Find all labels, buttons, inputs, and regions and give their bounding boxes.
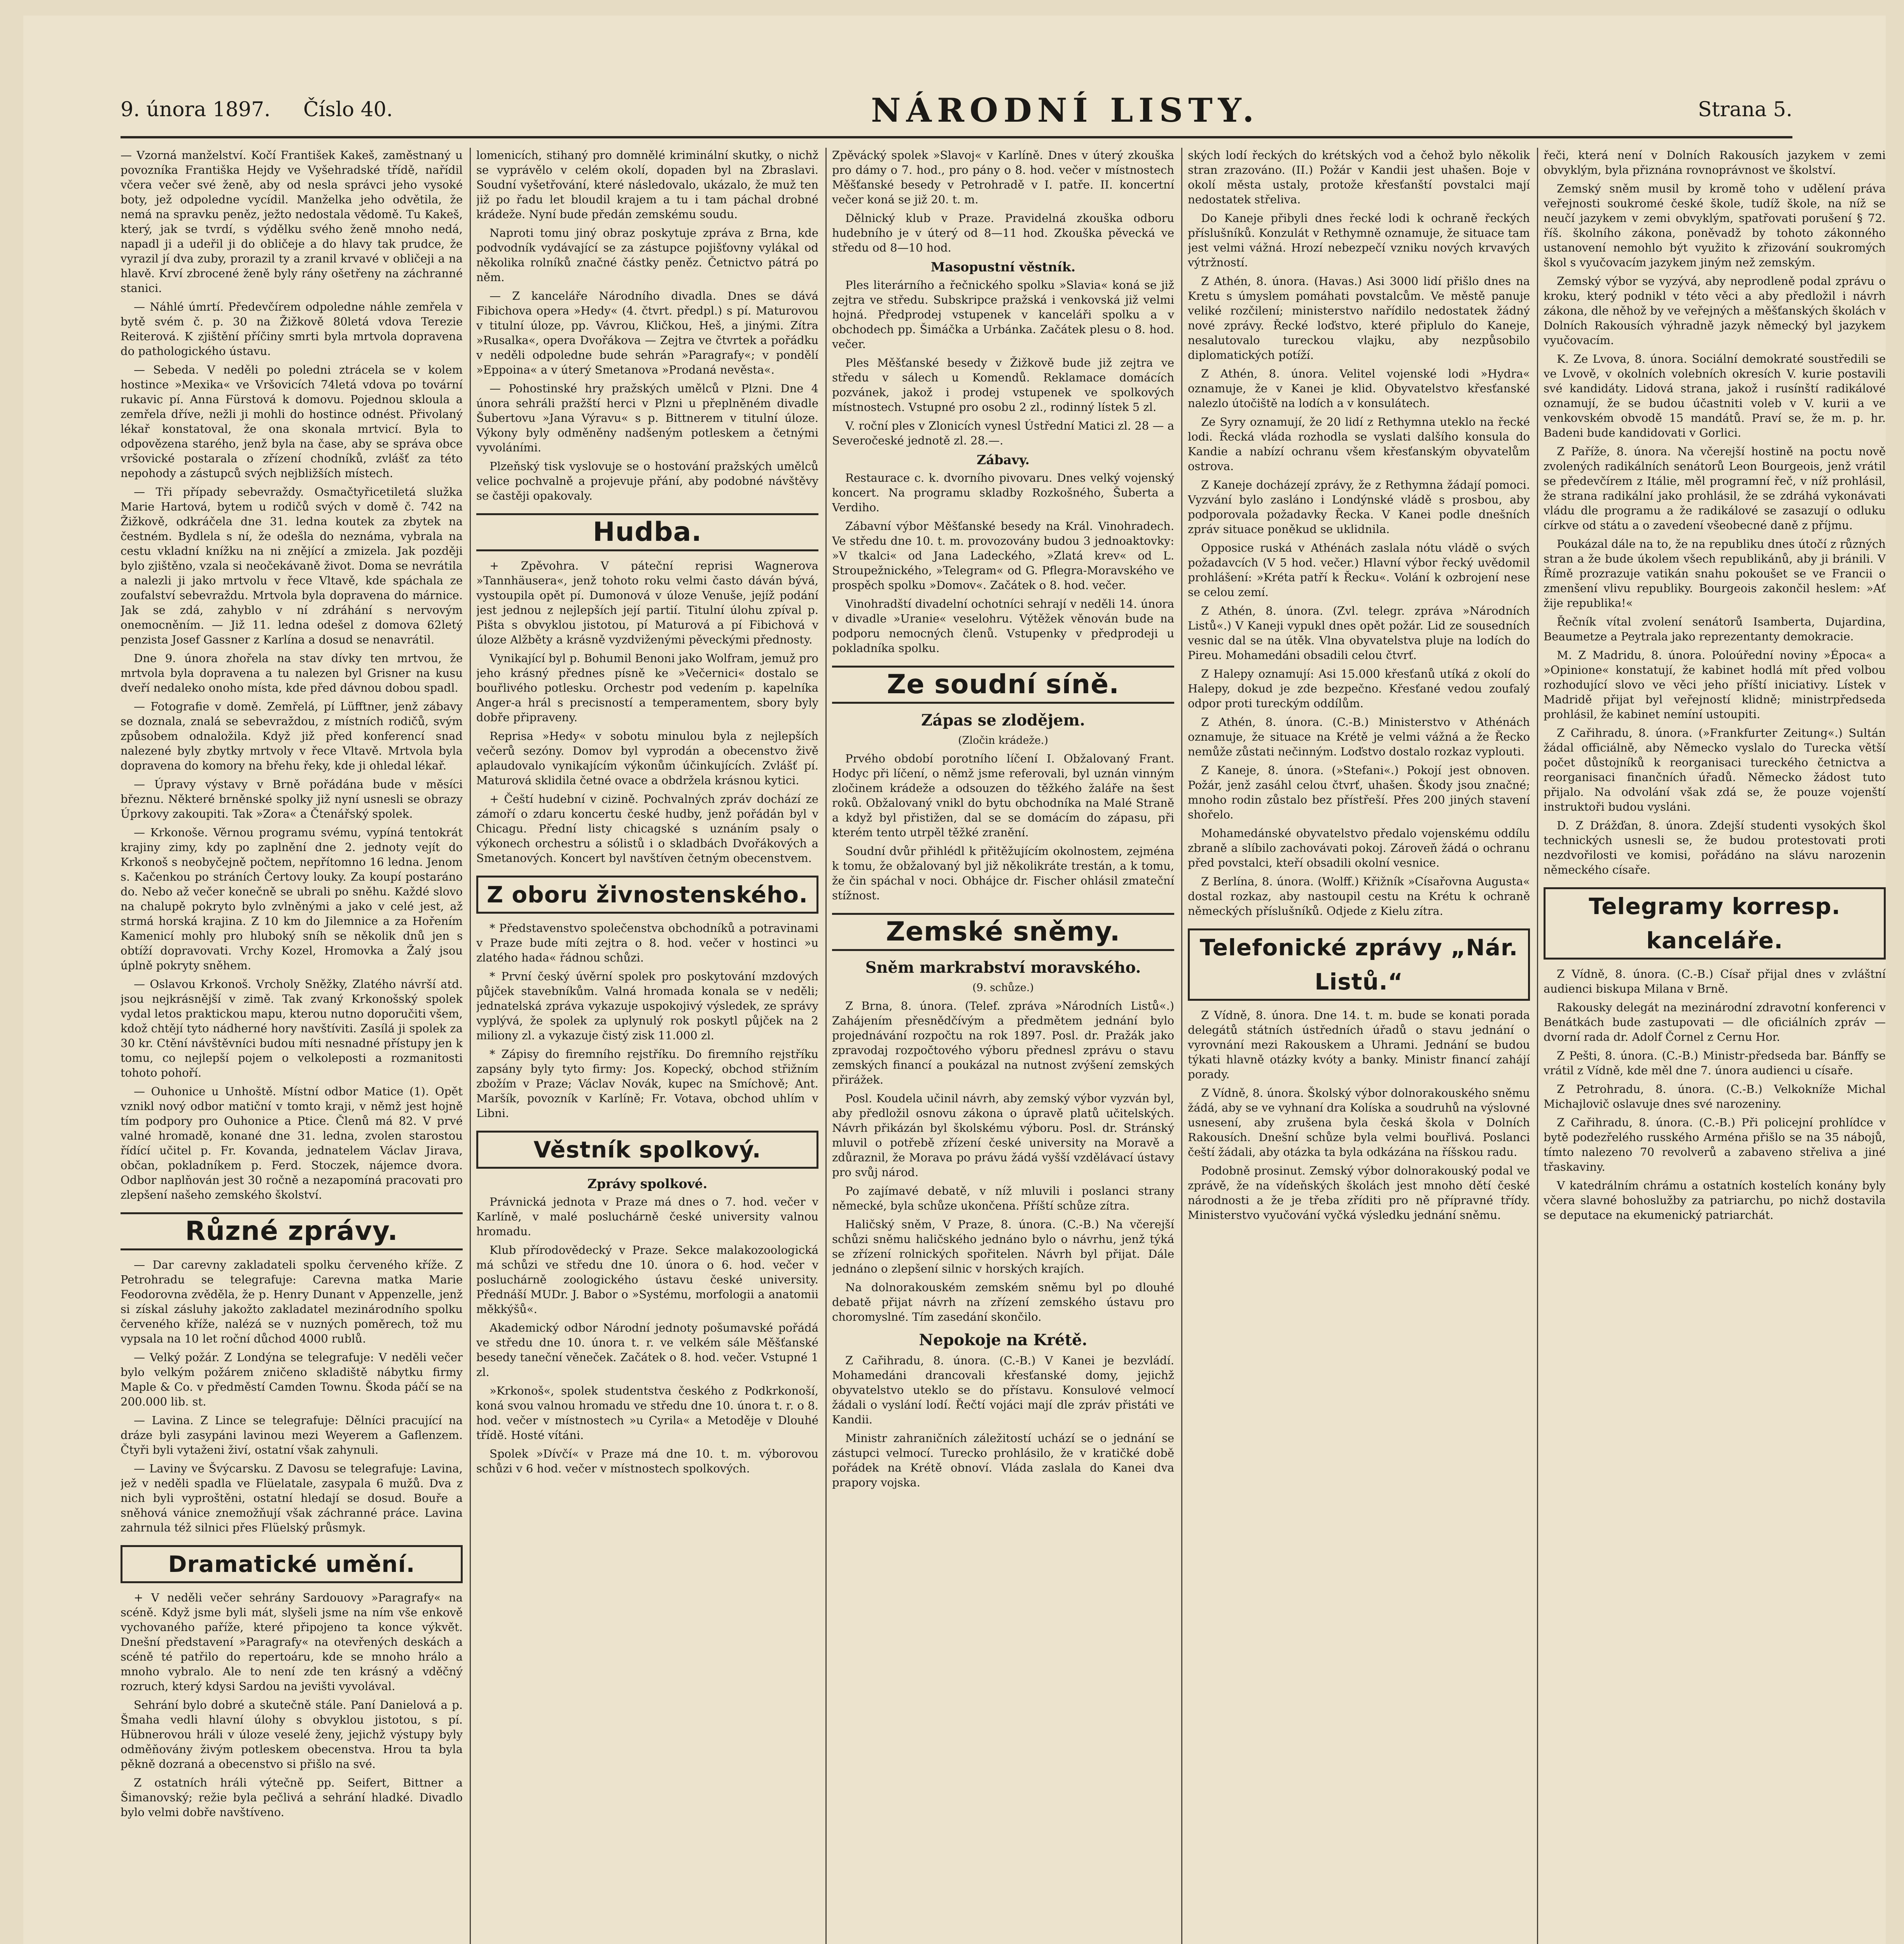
- section-heading: Různé zprávy.: [121, 1212, 463, 1250]
- article-text: * První český úvěrní spolek pro poskytování mzdových půjček stavebníkům. Valná hromada konala se v neděli; jednatelská zpráva vykazuje uspokojivý výsledek, ze správy vyplývá, že spolek za uplynulý rok poskytl půjček na 2 miliony zl. a vykazuje čistý zisk 11.000 zl.: [476, 970, 818, 1042]
- article-text: Z ostatních hráli výtečně pp. Seifert, Bittner a Šimanovský; režie byla pečlivá a sehrání hladké. Divadlo bylo velmi dobře navštíveno.: [121, 1776, 463, 1819]
- article-text: Plzeňský tisk vyslovuje se o hostování pražských umělců velice pochvalně a projevuje přání, aby podobné návštěvy se častěji opakovaly.: [476, 460, 818, 502]
- article-text: Haličský sněm, V Praze, 8. února. (C.-B.) Na včerejší schůzi sněmu haličského jednáno bylo o návrhu, jenž týká se zřízení rolnických spořitelen. Návrh byl přijat. Dále jednáno o zlepšení silnic v horských krajích.: [832, 1218, 1174, 1275]
- article-text: — Krkonoše. Věrnou programu svému, vypíná tentokrát krajiny zimy, kdy po zaplnění dne 2. jednoty vejít do Krkonoš s neobyčejně počtem, nepřítomno 16 ledna. Jenom s. Kačenkou po stráních Čertovy louky. Za koupí postaráno do. Nebo až večer konečně se ubrali po sněhu. Každé slovo na chalupě pokryto bylo zvlněnými a jako v celé jest, až strmá horská krajina. Z 10 km do Jilemnice a za Hořením Kamenicí mohly pro hluboký sníh se několik dnů jen s obtíží dopravovati. Vrchy Kozel, Hromovka a Žalý jsou úplně pokryty sněhem.: [121, 826, 463, 972]
- article-text: — Náhlé úmrtí. Předevčírem odpoledne náhle zemřela v bytě svém č. p. 30 na Žižkově 80letá vdova Terezie Reiterová. K zjištění příčiny smrti byla mrtvola dopravena do pathologického ústavu.: [121, 300, 463, 358]
- article-text: Podobně prosinut. Zemský výbor dolnorakouský podal ve zprávě, že na vídeňských školách jest mnoho dětí české národnosti a že je třeba zříditi pro ně přípravné třídy. Ministerstvo vyučování vyčká výsledku jednání sněmu.: [1188, 1164, 1530, 1222]
- article-text: — Sebeda. V neděli po poledni ztrácela se v kolem hostince »Mexika« ve Vršovicích 74letá vdova po tovární rukavic pí. Anna Fürstová k domovu. Pojednou skloula a zemřela dříve, nežli ji mohli do hostince odnést. Přivolaný lékař konstatoval, že ona skonala mrtvicí. Byla to odpovězena starého, jenž byla na čase, aby se správa obce vršovické postarala o zřízení chodníků, zvlášť za této nepohody a zástupců svých nejbližších místech.: [121, 363, 463, 480]
- article-text: — Tři případy sebevraždy. Osmačtyřicetiletá služka Marie Hartová, bytem u rodičů svých v domě č. 742 na Žižkově, odkráčela dne 31. ledna koutek za zbytek na čestném. Bydlela s ní, že odešla do neznáma, vybrala na cestu vkladní knížku na ni znějící a zmizela. Jak později bylo zjištěno, vzala si neočekávaně život. Doma se nevrátila a nalezli ji jako mrtvolu v řece Vltavě, kde spáchala ze zoufalství sebevraždu. Mrtvola byla dopravena do márnice. Jak se zdá, zahyblo v ní zdráhání s nervovým onemocněním. — Již 11. ledna odešel z domova 62letý penzista Josef Gassner z Karlína a dosud se nenavrátil.: [121, 485, 463, 646]
- article-text: Z Vídně, 8. února. Dne 14. t. m. bude se konati porada delegátů státních ústředních úřadů o stavu jednání o vyrovnání mezi Rakouskem a Uhrami. Jednání se budou týkati hlavně otázky kvóty a banky. Ministr financí zahájí porady.: [1188, 1009, 1530, 1081]
- subsection-heading: Zprávy spolkové.: [587, 1176, 708, 1191]
- section-heading: Telegramy korresp. kanceláře.: [1544, 887, 1886, 960]
- article-text: Z Athén, 8. února. (Zvl. telegr. zpráva »Národních Listů«.) V Kaneji vypukl dnes opět požár. Lid ze sousedních vesnic dal se na útěk. Vlna obyvatelstva pluje na lodích do Pireu. Mohamedáni obsadili celou čtvrť.: [1188, 604, 1530, 662]
- article-text: Z Cařihradu, 8. února. (»Frankfurter Zeitung«.) Sultán žádal officiálně, aby Německo vyslalo do Turecka větší počet důstojníků k reorganisaci tureckého četnictva a reorganisaci finančních úřadů. Německo žádost tuto přijalo. Na odvolání však zdá se, že pouze vojenští instruktoři budou vysláni.: [1544, 726, 1886, 813]
- article-text: Z Halepy oznamují: Asi 15.000 křesťanů utíká z okolí do Halepy, dokud je zde bezpečno. Křesťané vedou zoufalý odpor proti tureckým oddílům.: [1188, 667, 1530, 710]
- article-text: Zemský sněm musil by kromě toho v udělení práva veřejnosti soukromé české škole, tudíž škole, na níž se neučí jazykem v zemi obvyklým, spatřovati porušení § 72. říš. školního zákona, poněvadž by tohoto zákonného ustanovení nemohlo být využito k zřizování soukromých škol s vyučovacím jazykem jiným než zemským.: [1544, 182, 1886, 269]
- article-text: Ples Měšťanské besedy v Žižkově bude již zejtra ve středu v sálech u Komendů. Reklamace domácích pozvánek, jakož i prodej vstupenek ve spolkových místnostech. Vstupné pro osobu 2 zl., rodinný lístek 5 zl.: [832, 356, 1174, 414]
- article-text: * Zápisy do firemního rejstříku. Do firemního rejstříku zapsány byly tyto firmy: Jos. Kopecký, obchod střižním zbožím v Praze; Václav Novák, kupec na Smíchově; Ant. Maršík, povozník v Karlíně; Fr. Votava, obchod uhlím v Libni.: [476, 1047, 818, 1120]
- article-text: V. roční ples v Zlonicích vynesl Ústřední Matici zl. 28 — a Severočeské jednotě zl. 28.—.: [832, 419, 1174, 447]
- article-text: * Představenstvo společenstva obchodníků a potravinami v Praze bude míti zejtra o 8. hod. večer v hostinci »u zlatého hada« řádnou schůzi.: [476, 921, 818, 964]
- article-text: Řečník vítal zvolení senátorů Isamberta, Dujardina, Beaumetze a Peytrala jako reprezentanty demokracie.: [1544, 615, 1886, 643]
- article-text: Z Vídně, 8. února. Školský výbor dolnorakouského sněmu žádá, aby se ve vyhnaní dra Kolíska a soudruhů na výslovné usnesení, aby zrušena byla česká škola v Dolních Rakousích. Dnešní schůze byla velmi bouřlivá. Poslanci čeští žádali, aby otázka ta byla odkázána na říšskou radu.: [1188, 1086, 1530, 1159]
- article-text: D. Z Drážďan, 8. února. Zdejší studenti vysokých škol technických usnesli se, že budou protestovati proti nezdvořilosti ve komisi, pořádáno na slávu narozenin německého císaře.: [1544, 819, 1886, 876]
- article-text: + Zpěvohra. V páteční reprisi Wagnerova »Tannhäusera«, jenž tohoto roku velmi často dáván bývá, vystoupila opět pí. Dumonová v úloze Venuše, jejíž podání jest jednou z nejlepších její partií. Titulní úlohu zpíval p. Pišta s obvyklou jistotou, pí Maturová a pí Fibichová v úloze Alžběty a krásně vyzdviženými pěveckými přednosty.: [476, 559, 818, 646]
- article-text: Akademický odbor Národní jednoty pošumavské pořádá ve středu dne 10. února t. r. ve velkém sále Měšťanské besedy taneční věneček. Začátek o 8. hod. večer. Vstupné 1 zl.: [476, 1321, 818, 1379]
- article-text: Z Kaneje docházejí zprávy, že z Rethymna žádají pomoci. Vyzvání bylo zasláno i Londýnské vládě s prosbou, aby podporovala požadavky Řecka. V Kanei podle dnešních zpráv situace poněkud se uklidnila.: [1188, 478, 1530, 536]
- section-heading: Hudba.: [476, 513, 818, 551]
- article-text: M. Z Madridu, 8. února. Poloúřední noviny »Época« a »Opinione« konstatují, že kabinet hodlá mít před volbou rozhodující slovo ve věci jeho příští iniciativy. Lístek v Madridě přijat byl veřejností klidně; ministrpředseda prohlásil, že kabinet nemíní ustoupiti.: [1544, 649, 1886, 721]
- column-4: [1188, 148, 1530, 1944]
- article-text: Sehrání bylo dobré a skutečně stále. Paní Danielová a p. Šmaha vedli hlavní úlohy s obvyklou jistotou, s pí. Hübnerovou hráli v úloze veselé ženy, jejichž výstupy byly odměňovány živým potleskem obecenstva. Hrou ta byla pěkně dozraná a obecenstvo si přišlo na své.: [121, 1698, 463, 1771]
- article-text: »Krkonoš«, spolek studentstva českého z Podkrkonoší, koná svou valnou hromadu ve středu dne 10. února t. r. o 8. hod. večer v místnostech »u Cyrila« a Metoděje v Dlouhé třídě. Hosté vítáni.: [476, 1384, 818, 1442]
- article-text: Do Kaneje přibyli dnes řecké lodi k ochraně řeckých příslušníků. Konzulát v Rethymně oznamuje, že situace tam jest velmi vážná. Hrozí nebezpečí vzniku nových krvavých výtržností.: [1188, 212, 1530, 269]
- article-text: Poukázal dále na to, že na republiku dnes útočí z různých stran a že bude úkolem všech republikánů, aby ji bránili. V Římě prozrazuje vatikán snahu pokoušet se ve Francii o zmenšení vlivu republiky. Bourgeois zakončil heslem: »Ať žije republika!«: [1544, 537, 1886, 610]
- article-text: V katedrálním chrámu a ostatních kostelích konány byly včera slavné bohoslužby za patriarchu, po nichž dostavila se deputace na ekumenický patriarchát.: [1544, 1179, 1886, 1222]
- section-heading: Telefonické zprávy „Nár. Listů.“: [1188, 928, 1530, 1001]
- article-text: ských lodí řeckých do krétských vod a čehož bylo několik stran zrazováno. (II.) Požár v Kandii jest uhašen. Boje v okolí města ustaly, protože křesťanští povstalci mají nedostatek střeliva.: [1188, 149, 1530, 206]
- article-subtitle: (9. schůze.): [972, 982, 1034, 994]
- article-text: Spolek »Dívčí« v Praze má dne 10. t. m. výborovou schůzi v 6 hod. večer v místnostech spolkových.: [476, 1447, 818, 1475]
- article-text: Reprisa »Hedy« v sobotu minulou byla z nejlepších večerů sezóny. Domov byl vyprodán a obecenstvo živě aplaudovalo vynikajícím výkonům účinkujících. Zvlášť pí. Maturová sklidila četné ovace a obdržela krásnou kytici.: [476, 729, 818, 787]
- article-text: Dne 9. února zhořela na stav dívky ten mrtvou, že mrtvola byla dopravena a tu nalezen byl Grisner na kusu dveří nedaleko onoho místa, kde před dávnou dobou spadl.: [121, 652, 463, 694]
- article-text: Vynikající byl p. Bohumil Benoni jako Wolfram, jemuž pro jeho krásný přednes písně ke »Večernici« dostalo se bouřlivého potlesku. Orchestr pod vedením p. kapelníka Anger-a hrál s precisností a temperamentem, sbory byly dobře připraveny.: [476, 652, 818, 724]
- column-1: [121, 148, 463, 1944]
- section-heading: Věstník spolkový.: [476, 1131, 818, 1169]
- article-heading: Nepokoje na Krétě.: [919, 1331, 1088, 1349]
- article-text: — Lavina. Z Lince se telegrafuje: Dělníci pracující na dráze byli zasypáni lavinou mezi Weyerem a Gaflenzem. Čtyři byli vytaženi živí, ostatní však zahynuli.: [121, 1414, 463, 1456]
- article-text: — Dar carevny zakladateli spolku červeného kříže. Z Petrohradu se telegrafuje: Carevna matka Marie Feodorovna zvěděla, že p. Henry Dunant v Appenzelle, jenž si získal zásluhy jakožto zakladatel mezinárodního spolku červeného kříže, nalézá se v nuzných poměrech, tož mu vypsala na 10 let roční důchod 4000 rublů.: [121, 1258, 463, 1345]
- article-text: Restaurace c. k. dvorního pivovaru. Dnes velký vojenský koncert. Na programu skladby Rozkošného, Šuberta a Verdiho.: [832, 471, 1174, 514]
- issue-date: 9. února 1897.: [121, 98, 271, 121]
- article-heading: Sněm markrabství moravského.: [865, 958, 1141, 977]
- article-text: Z Cařihradu, 8. února. (C.-B.) Při policejní prohlídce v bytě podezřelého rusského Arména přišlo se na 35 nábojů, tímto nalezeno 70 revolverů a zabaveno střeliva a jiné třaskaviny.: [1544, 1116, 1886, 1173]
- section-heading: Dramatické umění.: [121, 1545, 463, 1583]
- article-heading: Zápas se zlodějem.: [921, 711, 1085, 729]
- article-text: Ministr zahraničních záležitostí uchází se o jednání se zástupci velmocí. Turecko prohlásilo, že v kratičké době pořádek na Krétě obnoví. Vláda zaslala do Kanei dva prapory vojska.: [832, 1432, 1174, 1489]
- article-text: Z Pešti, 8. února. (C.-B.) Ministr-předseda bar. Bánffy se vrátil z Vídně, kde měl dne 7. února audienci u císaře.: [1544, 1049, 1886, 1077]
- article-text: — Laviny ve Švýcarsku. Z Davosu se telegrafuje: Lavina, jež v neděli spadla ve Flüelatale, zasypala 6 mužů. Dva z nich byli vyproštěni, ostatní hledají se dosud. Bouře a sněhová vánice znemožňují však záchranné práce. Lavina zahrnula též silnici přes Flüelský průsmyk.: [121, 1462, 463, 1534]
- article-text: Právnická jednota v Praze má dnes o 7. hod. večer v Karlíně, v malé posluchárně české university valnou hromadu.: [476, 1195, 818, 1238]
- article-text: — Velký požár. Z Londýna se telegrafuje: V neděli večer bylo velkým požárem zničeno skladiště nábytku firmy Maple & Co. v předměstí Camden Townu. Škoda páčí se na 200.000 lib. st.: [121, 1351, 463, 1408]
- section-heading: Ze soudní síně.: [832, 666, 1174, 704]
- article-text: Z Paříže, 8. února. Na včerejší hostině na poctu nově zvolených radikálních senátorů Leon Bourgeois, jenž vrátil se předevčírem z Itálie, měl programní řeč, v níž prohlásil, že strana radikální jako prohlásil, že se zdráhá vykonávati vládu dle programu a že radikálové se zasazují o odluku církve od státu a o zavedení všeobecné daně z příjmu.: [1544, 445, 1886, 532]
- article-text: — Pohostinské hry pražských umělců v Plzni. Dne 4 února sehráli pražští herci v Plzni u přeplněném divadle Šubertovu »Jana Výravu« s p. Bittnerem v titulní úloze. Výkony byly odměněny nadšeným potleskem a četnými vyvoláními.: [476, 382, 818, 454]
- column-divider: [825, 148, 827, 1944]
- column-divider: [1537, 148, 1538, 1944]
- column-5: [1544, 148, 1886, 1944]
- article-text: — Vzorná manželství. Kočí František Kakeš, zaměstnaný u povozníka Františka Hejdy ve Vyšehradské třídě, nařídil včera večer své ženě, aby od nesla správci jeho vysoké boty, jež odpoledne vycídil. Manželka jeho odvětila, že nemá na spravku peněz, ježto nedostala vědomě. Tu Kakeš, který, jak se tvrdí, s výdělku svého ženě mnoho nedá, napadl ji a udeřil ji do obličeje a do hlavy tak prudce, že vyrazil jí dva zuby, prorazil ty a zranil krvavé v obličeji a na hlavě. Krví zbrocené ženě byly rány ošetřeny na záchranné stanici.: [121, 149, 463, 295]
- article-text: Klub přírodovědecký v Praze. Sekce malakozoologická má schůzi ve středu dne 10. února o 6. hod. večer v posluchárně zoologického ústavu české university. Přednáší MUDr. J. Babor o »Systému, morfologii a anatomii měkkýšů«.: [476, 1243, 818, 1316]
- article-text: Posl. Koudela učinil návrh, aby zemský výbor vyzván byl, aby předložil osnovu zákona o úpravě platů učitelských. Návrh přikázán byl školskému výboru. Posl. dr. Stránský mluvil o potřebě zřízení české university na Moravě a zdůraznil, že Morava po právu žádá vyšší vzdělávací ústavy pro svůj národ.: [832, 1092, 1174, 1179]
- column-3: [832, 148, 1174, 1944]
- page-header: [121, 89, 1792, 138]
- article-text: — Oslavou Krkonoš. Vrcholy Sněžky, Zlatého návrší atd. jsou nejkrásnější v zimě. Tak zvaný Krkonošský spolek vydal letos praktickou mapu, kterou nutno doporučiti všem, kdož chtějí tyto nádherné hory navštíviti. Zasílá ji spolek za 30 kr. Ctění návštěvníci budou míti nesnadné přístupy jen k tomu, co nejlepší pojem o velkoleposti a rozmanitosti tohoto pohoří.: [121, 977, 463, 1079]
- masthead-title: NÁRODNÍ LISTY.: [871, 91, 1260, 129]
- article-text: Zpěvácký spolek »Slavoj« v Karlíně. Dnes v úterý zkouška pro dámy o 7. hod., pro pány o 8. hod. večer v místnostech Měšťanské besedy v Petrohradě v I. patře. II. koncertní večer koná se již 20. t. m.: [832, 149, 1174, 206]
- article-text: Opposice ruská v Athénách zaslala nótu vládě o svých požadavcích (V 5 hod. večer.) Hlavní výbor řecký uvědomil prohlášení: »Kréta patří k Řecku«. Volání k ozbrojení nese se celou zemí.: [1188, 541, 1530, 599]
- section-heading: Zemské sněmy.: [832, 913, 1174, 951]
- article-text: Rakousky delegát na mezinárodní zdravotní konferenci v Benátkách bude zastupovati — dle oficiálních zpráv — dvorní rada dr. Adolf Čornel z Cernu Hor.: [1544, 1001, 1886, 1044]
- article-text: Z Kaneje, 8. února. (»Stefani«.) Pokojí jest obnoven. Požár, jenž zasáhl celou čtvrť, uhašen. Škody jsou značné; mnoho rodin zůstalo bez přístřeší. Přes 200 jiných stavení shořelo.: [1188, 764, 1530, 821]
- article-text: K. Ze Lvova, 8. února. Sociální demokraté soustředili se ve Lvově, v okolních volebních okresích V. kurie postavili své kandidáty. Lidová strana, jakož i rusínští radikálové oznamují, že se budou účastniti voleb v V. kurii a ve venkovském obvodě 15 mandátů. Praví se, že m. p. hr. Badeni bude kandidovati v Gorlici.: [1544, 352, 1886, 439]
- article-text: Z Berlína, 8. února. (Wolff.) Křižník »Císařovna Augusta« dostal rozkaz, aby nastoupil cestu na Krétu k ochraně německých příslušníků. Odjede z Kielu zítra.: [1188, 875, 1530, 918]
- article-text: Z Petrohradu, 8. února. (C.-B.) Velkokníže Michal Michajlovič oslavuje dnes své narozeniny.: [1544, 1082, 1886, 1110]
- article-text: Z Vídně, 8. února. (C.-B.) Císař přijal dnes v zvláštní audienci biskupa Milana v Brně.: [1544, 967, 1886, 995]
- article-text: — Úpravy výstavy v Brně pořádána bude v měsíci březnu. Některé brněnské spolky již nyní usnesli se obrazy Úprkovy zakoupiti. Tak »Zora« a Čtenářský spolek.: [121, 778, 463, 820]
- article-text: Z Athén, 8. února. Velitel vojenské lodi »Hydra« oznamuje, že v Kanei je klid. Obyvatelstvo křesťanské nalezlo útočiště na lodích a v konsulátech.: [1188, 367, 1530, 410]
- article-text: Z Brna, 8. února. (Telef. zpráva »Národních Listů«.) Zahájením přesnědčívým a předmětem jednání bylo projednávání rozpočtu na rok 1897. Posl. dr. Pražák jako zpravodaj rozpočtového výboru přednesl zprávu o stavu zemských financí a poukázal na nutnost zvýšení zemských přirážek.: [832, 999, 1174, 1086]
- article-text: Mohamedánské obyvatelstvo předalo vojenskému oddílu zbraně a slíbilo zachovávati pokoj. Zároveň žádá o ochranu před povstalci, kteří obsadili okolní vesnice.: [1188, 827, 1530, 869]
- page-number: Strana 5.: [1698, 98, 1792, 121]
- article-text: — Fotografie v domě. Zemřelá, pí Lüfftner, jenž zábavy se doznala, znalá se sebevraždou, z místních rodičů, svým způsobem odnaložila. Když již před konferencí snad nalezené byly zbytky mrtvoly v řece Vltavě. Mrtvola byla dopravena do komory na břehu řeky, kde ji ohledal lékař.: [121, 700, 463, 772]
- newspaper-page: [23, 16, 1886, 1944]
- article-text: řeči, která není v Dolních Rakousích jazykem v zemi obvyklým, byla přiznána rovnoprávnost ve školství.: [1544, 149, 1886, 177]
- column-divider: [1181, 148, 1182, 1944]
- article-text: Vinohradští divadelní ochotníci sehrají v neděli 14. února v divadle »Uranie« veselohru. Výtěžek věnován bude na podporu nemocných členů. Vstupenky v předprodeji u pokladníka spolku.: [832, 597, 1174, 655]
- article-text: Dělnický klub v Praze. Pravidelná zkouška odboru hudebního je v úterý od 8—11 hod. Zkouška pěvecká ve středu od 8—10 hod.: [832, 212, 1174, 254]
- article-text: Zemský výbor se vyzývá, aby neprodleně podal zprávu o kroku, který podnikl v této věci a aby předložil i návrh zákona, dle něhož by ve veřejných a měšťanských školách v Dolních Rakousích výhradně jazyk německý byl jazykem vyučovacím.: [1544, 274, 1886, 347]
- article-text: — Ouhonice u Unhoště. Místní odbor Matice (1). Opět vznikl nový odbor matiční v tomto kraji, v němž jest hojně tím podpory pro Ouhonice a Ptice. Členů má 82. V prvé valné hromadě, konané dne 31. ledna, zvolen starostou řídící učitel p. Fr. Kovanda, jednatelem Václav Jirava, občan, pokladníkem p. Ferd. Stoczek, nájemce dvora. Odbor naplňován jest 30 ročně a nezapomíná pracovati pro zlepšení našeho zemského školství.: [121, 1085, 463, 1201]
- column-divider: [470, 148, 471, 1944]
- article-text: Ples literárního a řečnického spolku »Slavia« koná se již zejtra ve středu. Subskripce pražská i venkovská již velmi hojná. Předprodej vstupenek v kanceláři spolku a v obchodech pp. Šimáčka a Urbánka. Začátek plesu o 8. hod. večer.: [832, 278, 1174, 351]
- column-2: [476, 148, 818, 1944]
- article-text: Naproti tomu jiný obraz poskytuje zpráva z Brna, kde podvodník vydávající se za zástupce pojišťovny vylákal od několika rolníků značné částky peněz. Četnictvo pátrá po něm.: [476, 226, 818, 284]
- article-text: Na dolnorakouském zemském sněmu byl po dlouhé debatě přijat návrh na zřízení zemského ústavu pro choromyslné. Tím zasedání skončilo.: [832, 1281, 1174, 1323]
- article-text: Ze Syry oznamují, že 20 lidí z Rethymna uteklo na řecké lodi. Řecká vláda rozhodla se vyslati dalšího konsula do Kandie a nabízí ochranu všem křesťanským obyvatelům ostrova.: [1188, 415, 1530, 473]
- article-text: lomenicích, stihaný pro domnělé kriminální skutky, o nichž se vyprávělo v celém okolí, dopaden byl na Zbraslavi. Soudní vyšetřování, které následovalo, ukázalo, že muž ten již po řadu let bloudil krajem a tu i tam páchal drobné krádeže. Nyní bude předán zemskému soudu.: [476, 149, 818, 221]
- article-text: Soudní dvůr přihlédl k přitěžujícím okolnostem, zejména k tomu, že obžalovaný byl již několikráte trestán, a k tomu, že čin spáchal v noci. Obhájce dr. Fischer ohlásil zmateční stížnost.: [832, 844, 1174, 902]
- article-text: Z Athén, 8. února. (C.-B.) Ministerstvo v Athénách oznamuje, že situace na Krétě je velmi vážná a že Řecko nemůže zůstati nečinným. Loďstvo dostalo rozkaz vyplouti.: [1188, 715, 1530, 758]
- article-text: Zábavní výbor Měšťanské besedy na Král. Vinohradech. Ve středu dne 10. t. m. provozovány budou 3 jednoaktovky: »V tkalci« od Jana Ladeckého, »Zlatá krev« od L. Stroupežnického, »Telegram« od G. Pflegra-Moravského ve prospěch spolku »Domov«. Začátek o 8. hod. večer.: [832, 519, 1174, 592]
- subsection-heading: Zábavy.: [977, 452, 1030, 467]
- article-text: + V neděli večer sehrány Sardouovy »Paragrafy« na scéně. Když jsme byli mát, slyšeli jsme na ním vše enkově vychovaného paříže, které připojeno ta konce výkvět. Dnešní představení »Paragrafy« na otevřených deskách a scéně té patřilo do repertoáru, kde se mnoho hrálo a mnoho vybralo. Ale to není zde ten krásný a vděčný rozruch, který kdysi Sardou na jevišti vyvolával.: [121, 1591, 463, 1693]
- article-text: Z Athén, 8. února. (Havas.) Asi 3000 lidí přišlo dnes na Kretu s úmyslem pomáhati povstalcům. Ve městě panuje veliké rozčilení; ministerstvo nařídilo nedostatek žádný nové zprávy. Řecké loďstvo, které připlulo do Kaneje, nesalutovalo tureckou vlajku, aby nezpůsobilo diplomatických potíží.: [1188, 274, 1530, 362]
- article-text: Po zajímavé debatě, v níž mluvili i poslanci strany německé, byla schůze ukončena. Příští schůze zítra.: [832, 1184, 1174, 1212]
- subsection-heading: Masopustní věstník.: [930, 259, 1076, 274]
- issue-number: Číslo 40.: [303, 98, 393, 121]
- article-text: Prvého období porotního líčení I. Obžalovaný Frant. Hodyc při líčení, o němž jsme referovali, byl uznán vinným zločinem krádeže a odsouzen do těžkého žaláře na šest roků. Obžalovaný vnikl do bytu obchodníka na Malé Straně a když byl přistižen, dal se se domácím do zápasu, při kterém tento utrpěl těžké zranění.: [832, 752, 1174, 839]
- article-subtitle: (Zločin krádeže.): [958, 734, 1048, 746]
- section-heading: Z oboru živnostenského.: [476, 876, 818, 914]
- article-text: Z Cařihradu, 8. února. (C.-B.) V Kanei je bezvládí. Mohamedáni drancovali křesťanské domy, jejichž obyvatelstvo uteklo se do přístavu. Konsulové velmocí žádali o vyslání lodí. Řečtí vojáci mají dle zpráv přistáti ve Kandii.: [832, 1354, 1174, 1426]
- article-text: + Čeští hudební v cizině. Pochvalných zpráv dochází ze zámoří o zdaru koncertu české hudby, jenž pořádán byl v Chicagu. Přední listy chicagské s uznáním psaly o výkonech orchestru a sólistů i o skladbách Dvořákových a Smetanových. Koncert byl navštíven četným obecenstvem.: [476, 792, 818, 865]
- article-text: — Z kanceláře Národního divadla. Dnes se dává Fibichova opera »Hedy« (4. čtvrt. předpl.) s pí. Maturovou v titulní úloze, pp. Vávrou, Kličkou, Heš, a jinými. Zítra »Rusalka«, opera Dvořákova — Zejtra ve čtvrtek a pořádku v neděli odpoledne bude sehrán »Paragrafy«; v pondělí »Eppoina« a v úterý Smetanova »Prodaná nevěsta«.: [476, 289, 818, 376]
